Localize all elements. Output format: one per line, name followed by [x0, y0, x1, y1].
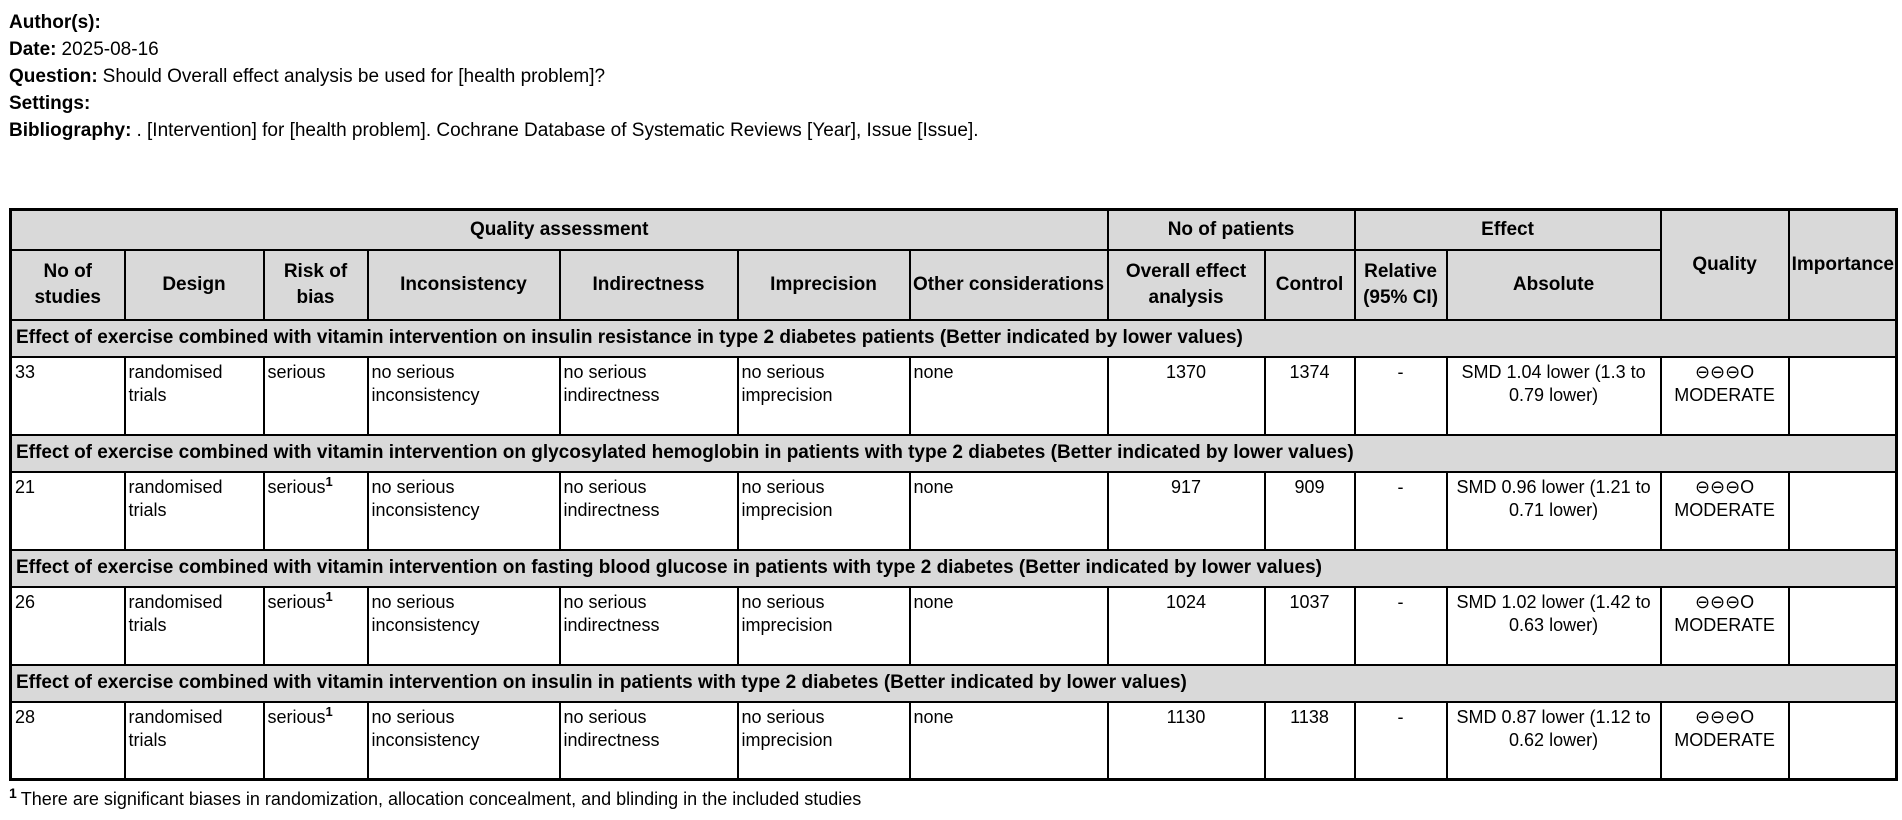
cell-absolute: SMD 1.02 lower (1.42 to 0.63 lower): [1447, 587, 1661, 665]
quality-rating-symbols: ⊖⊖⊖O: [1694, 706, 1755, 727]
metadata-block: [0, 0, 1902, 144]
cell-imprecision: no serious imprecision: [738, 472, 910, 550]
table-row: [11, 357, 1897, 435]
bibliography-label: Bibliography:: [9, 120, 132, 141]
risk-of-bias-text: serious: [267, 591, 326, 612]
col-header-importance: Importance: [1789, 210, 1897, 320]
cell-imprecision: no serious imprecision: [738, 357, 910, 435]
footnote: [9, 785, 1902, 810]
question-value: Should Overall effect analysis be used for [health problem]?: [102, 66, 606, 87]
cell-overall-effect-analysis-n: 1130: [1108, 702, 1265, 780]
outcome-title-glycosylated-hemoglobin: Effect of exercise combined with vitamin intervention on glycosylated hemoglobin in patients with type 2 diabetes (Better indicated by lower values): [11, 435, 1897, 472]
outcome-section-header: [11, 550, 1897, 587]
meta-line-authors: [9, 9, 1902, 36]
outcome-title-fasting-blood-glucose: Effect of exercise combined with vitamin intervention on fasting blood glucose in patients with type 2 diabetes (Better indicated by lower values): [11, 550, 1897, 587]
cell-risk-of-bias: [264, 357, 368, 435]
cell-no-of-studies: 26: [11, 587, 125, 665]
footnote-ref: 1: [325, 473, 333, 489]
cell-absolute: SMD 0.96 lower (1.21 to 0.71 lower): [1447, 472, 1661, 550]
cell-risk-of-bias: [264, 587, 368, 665]
col-header-quality: Quality: [1661, 210, 1789, 320]
cell-indirectness: no serious indirectness: [560, 587, 738, 665]
risk-of-bias-text: serious: [267, 476, 326, 497]
cell-quality: [1661, 357, 1789, 435]
cell-quality: [1661, 587, 1789, 665]
cell-indirectness: no serious indirectness: [560, 702, 738, 780]
bibliography-value: . [Intervention] for [health problem]. Cochrane Database of Systematic Reviews [Year], Issue [Issue].: [136, 120, 979, 141]
cell-inconsistency: no serious inconsistency: [368, 472, 560, 550]
question-label: Question:: [9, 66, 98, 87]
cell-risk-of-bias: [264, 472, 368, 550]
cell-inconsistency: no serious inconsistency: [368, 702, 560, 780]
col-header-indirectness: Indirectness: [560, 250, 738, 320]
cell-absolute: SMD 0.87 lower (1.12 to 0.62 lower): [1447, 702, 1661, 780]
col-header-risk-of-bias: Risk of bias: [264, 250, 368, 320]
outcome-section-header: [11, 320, 1897, 357]
quality-rating-symbols: ⊖⊖⊖O: [1694, 476, 1755, 497]
col-header-no-of-studies: No of studies: [11, 250, 125, 320]
cell-quality: [1661, 472, 1789, 550]
quality-rating-label: MODERATE: [1674, 729, 1775, 750]
cell-overall-effect-analysis-n: 1370: [1108, 357, 1265, 435]
col-header-design: Design: [125, 250, 264, 320]
meta-line-settings: [9, 90, 1902, 117]
cell-design: randomised trials: [125, 357, 264, 435]
meta-line-bibliography: [9, 117, 1902, 144]
quality-rating-label: MODERATE: [1674, 499, 1775, 520]
date-value: 2025-08-16: [61, 39, 159, 60]
cell-importance: [1789, 702, 1897, 780]
footnote-text: There are significant biases in randomization, allocation concealment, and blinding in the included studies: [20, 789, 862, 809]
cell-relative: -: [1355, 702, 1447, 780]
cell-other-considerations: none: [910, 472, 1108, 550]
risk-of-bias-text: serious: [267, 706, 326, 727]
quality-rating-label: MODERATE: [1674, 614, 1775, 635]
col-header-relative-95-ci: Relative (95% CI): [1355, 250, 1447, 320]
cell-inconsistency: no serious inconsistency: [368, 587, 560, 665]
outcome-title-insulin: Effect of exercise combined with vitamin intervention on insulin in patients with type 2 diabetes (Better indicated by lower values): [11, 665, 1897, 702]
cell-control-n: 1138: [1265, 702, 1355, 780]
col-header-other-considerations: Other considerations: [910, 250, 1108, 320]
risk-of-bias-text: serious: [267, 361, 326, 382]
table-row: [11, 472, 1897, 550]
col-header-inconsistency: Inconsistency: [368, 250, 560, 320]
cell-indirectness: no serious indirectness: [560, 472, 738, 550]
cell-risk-of-bias: [264, 702, 368, 780]
meta-line-date: [9, 36, 1902, 63]
meta-line-question: [9, 63, 1902, 90]
cell-no-of-studies: 33: [11, 357, 125, 435]
col-header-absolute: Absolute: [1447, 250, 1661, 320]
cell-other-considerations: none: [910, 587, 1108, 665]
cell-imprecision: no serious imprecision: [738, 587, 910, 665]
cell-design: randomised trials: [125, 472, 264, 550]
authors-label: Author(s):: [9, 12, 101, 33]
cell-importance: [1789, 357, 1897, 435]
footnote-ref: 1: [325, 703, 333, 719]
quality-rating-symbols: ⊖⊖⊖O: [1694, 591, 1755, 612]
cell-design: randomised trials: [125, 702, 264, 780]
evidence-profile-table: [9, 208, 1898, 781]
col-header-imprecision: Imprecision: [738, 250, 910, 320]
col-header-control: Control: [1265, 250, 1355, 320]
cell-other-considerations: none: [910, 357, 1108, 435]
cell-no-of-studies: 21: [11, 472, 125, 550]
cell-imprecision: no serious imprecision: [738, 702, 910, 780]
footnote-ref: 1: [325, 588, 333, 604]
cell-control-n: 909: [1265, 472, 1355, 550]
col-header-overall-effect-analysis: Overall effect analysis: [1108, 250, 1265, 320]
span-header-quality-assessment: Quality assessment: [11, 210, 1108, 250]
span-header-no-of-patients: No of patients: [1108, 210, 1355, 250]
table-span-header-row: [11, 210, 1897, 250]
cell-absolute: SMD 1.04 lower (1.3 to 0.79 lower): [1447, 357, 1661, 435]
table-column-header-row: [11, 250, 1897, 320]
quality-rating-label: MODERATE: [1674, 384, 1775, 405]
cell-relative: -: [1355, 472, 1447, 550]
cell-no-of-studies: 28: [11, 702, 125, 780]
cell-other-considerations: none: [910, 702, 1108, 780]
outcome-section-header: [11, 435, 1897, 472]
cell-control-n: 1037: [1265, 587, 1355, 665]
cell-design: randomised trials: [125, 587, 264, 665]
cell-overall-effect-analysis-n: 917: [1108, 472, 1265, 550]
footnote-marker: 1: [9, 785, 17, 801]
date-label: Date:: [9, 39, 57, 60]
cell-importance: [1789, 472, 1897, 550]
cell-quality: [1661, 702, 1789, 780]
cell-relative: -: [1355, 587, 1447, 665]
table-row: [11, 702, 1897, 780]
settings-label: Settings:: [9, 93, 91, 114]
cell-importance: [1789, 587, 1897, 665]
cell-inconsistency: no serious inconsistency: [368, 357, 560, 435]
cell-overall-effect-analysis-n: 1024: [1108, 587, 1265, 665]
outcome-title-insulin-resistance: Effect of exercise combined with vitamin intervention on insulin resistance in type 2 diabetes patients (Better indicated by lower values): [11, 320, 1897, 357]
cell-indirectness: no serious indirectness: [560, 357, 738, 435]
quality-rating-symbols: ⊖⊖⊖O: [1694, 361, 1755, 382]
table-row: [11, 587, 1897, 665]
span-header-effect: Effect: [1355, 210, 1661, 250]
cell-relative: -: [1355, 357, 1447, 435]
cell-control-n: 1374: [1265, 357, 1355, 435]
outcome-section-header: [11, 665, 1897, 702]
